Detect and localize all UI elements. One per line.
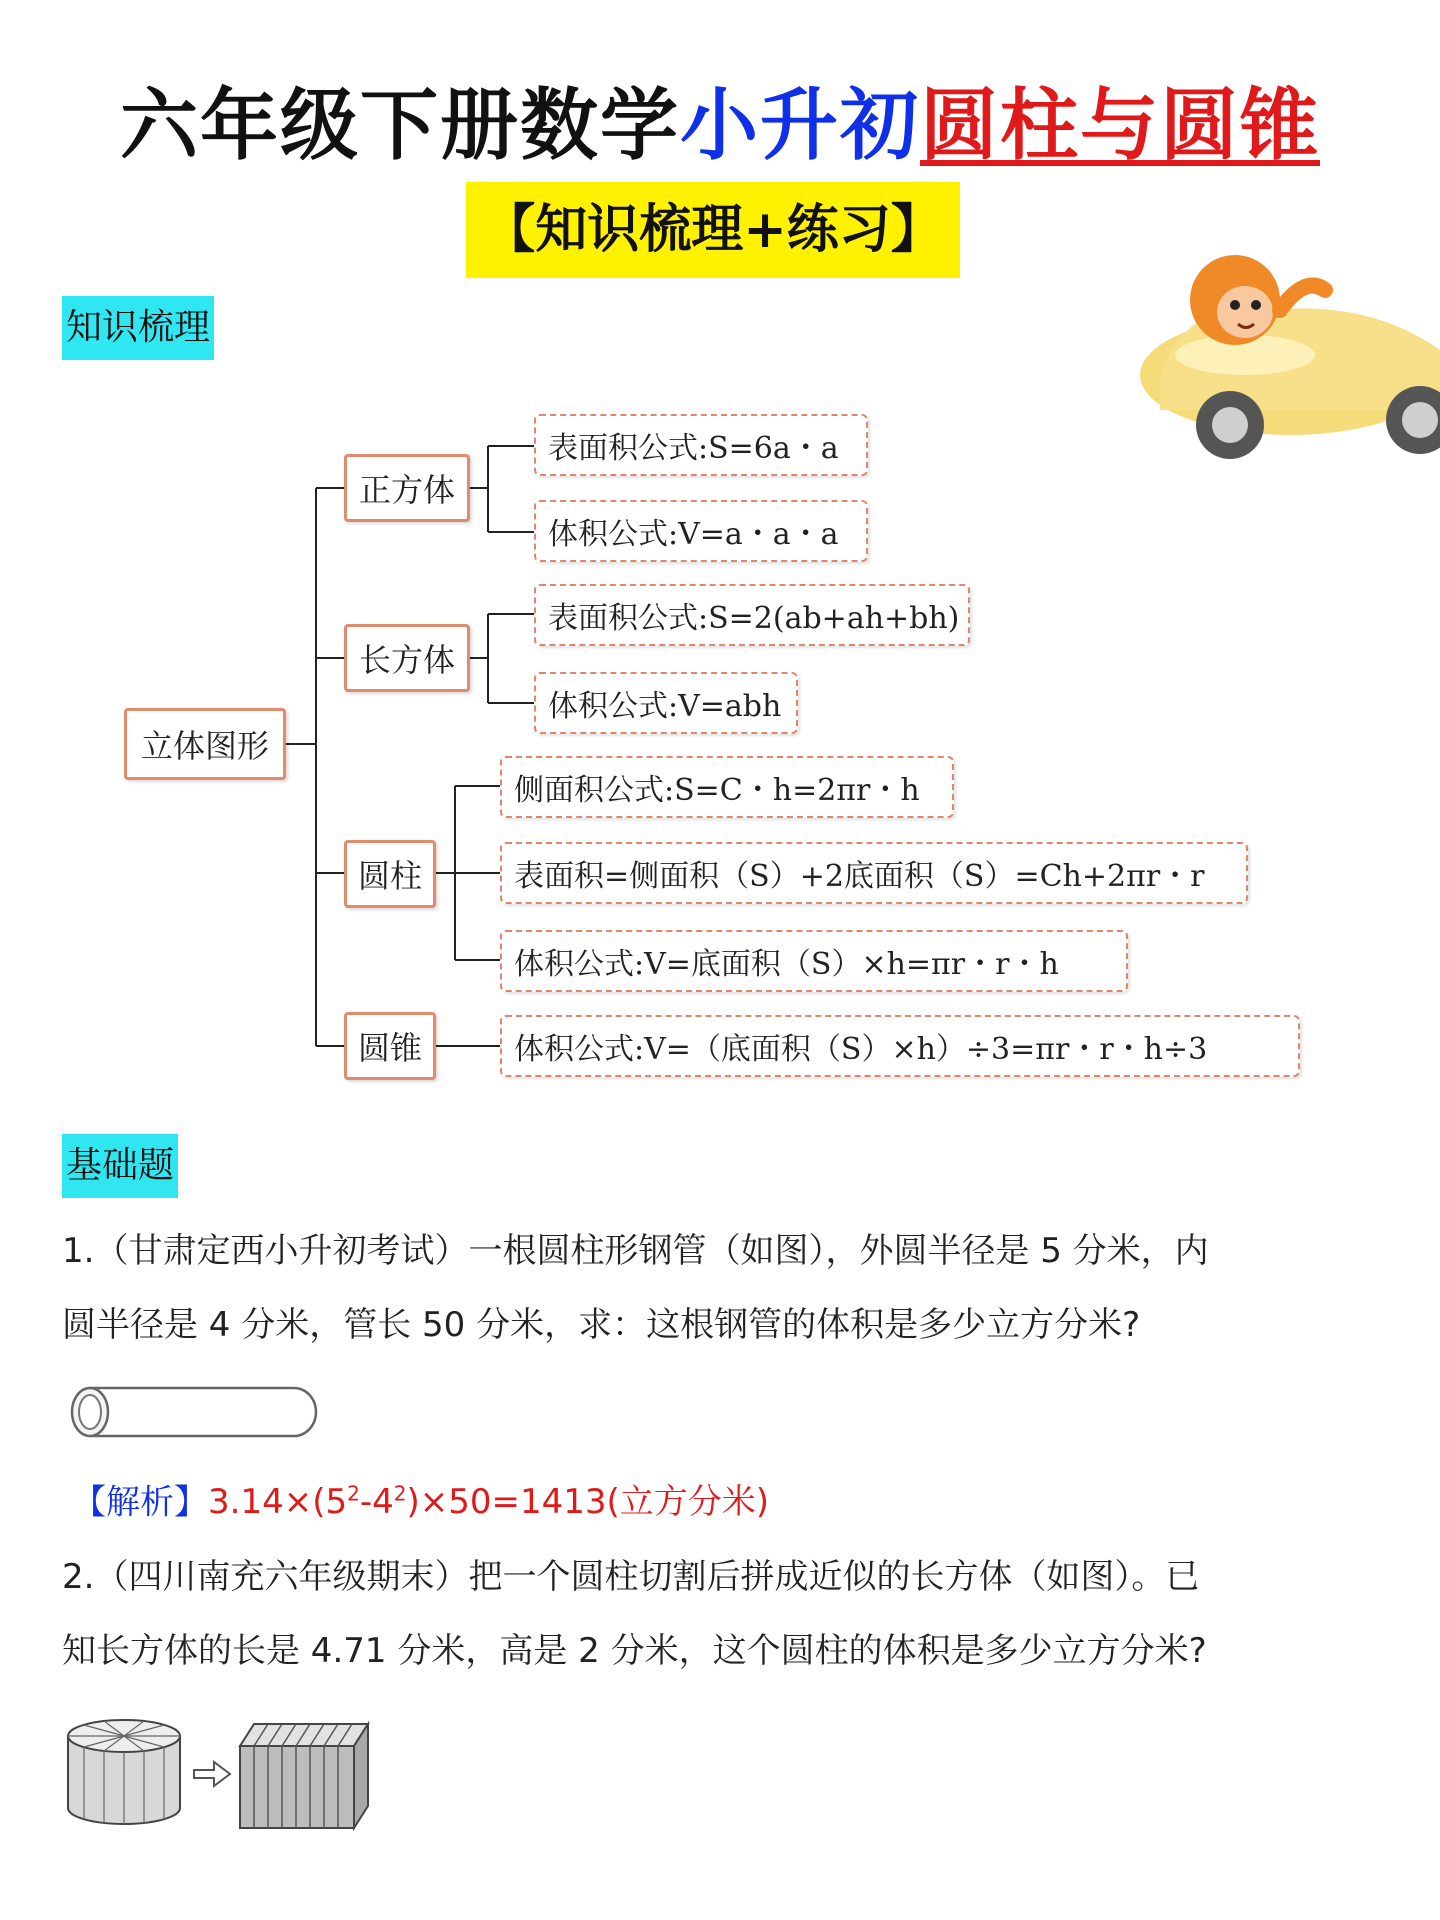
leaf-cuboid-surface: 表面积公式:S=2(ab+ah+bh) <box>534 584 970 646</box>
section-tag-knowledge: 知识梳理 <box>62 296 214 360</box>
answer-analysis <box>72 1468 769 1528</box>
question-2-line2: 知长方体的长是 4.71 分米，高是 2 分米，这个圆柱的体积是多少立方分米? <box>62 1631 1207 1671</box>
title-part1: 六年级下册数学 <box>119 81 680 171</box>
page-subtitle: 【知识梳理+练习】 <box>466 182 960 278</box>
analysis-body: $3.14\times(5^2-4^2)\times 50=1413$(立方分米) <box>208 1482 770 1523</box>
cuboid-figure <box>240 1724 368 1828</box>
title-part2: 小升初 <box>679 81 920 171</box>
node-cone: 圆锥 <box>344 1012 436 1080</box>
arrow-icon <box>194 1762 230 1786</box>
leaf-cube-volume: 体积公式:V=a・a・a <box>534 500 868 562</box>
leaf-cylinder-lateral: 侧面积公式:S=C・h=2πr・h <box>500 756 954 818</box>
question-2 <box>62 1540 1382 1688</box>
title-part3: 圆柱与圆锥 <box>920 81 1321 171</box>
steel-pipe-figure <box>68 1384 318 1440</box>
question-2-line1: 2.（四川南充六年级期末）把一个圆柱切割后拼成近似的长方体（如图）。已 <box>62 1557 1200 1597</box>
section-tag-basic: 基础题 <box>62 1134 178 1198</box>
analysis-tag: 【解析】 <box>72 1482 208 1523</box>
leaf-cylinder-surface: 表面积=侧面积（S）+2底面积（S）=Ch+2πr・r <box>500 842 1248 904</box>
node-cuboid: 长方体 <box>344 624 470 692</box>
question-1-line1: 1.（甘肃定西小升初考试）一根圆柱形钢管（如图），外圆半径是 5 分米，内 <box>62 1231 1209 1271</box>
leaf-cube-surface: 表面积公式:S=6a・a <box>534 414 868 476</box>
leaf-cuboid-volume: 体积公式:V=abh <box>534 672 798 734</box>
node-cylinder: 圆柱 <box>344 840 436 908</box>
cylinder-to-cuboid-figure <box>64 1716 384 1836</box>
cylinder-figure <box>68 1720 180 1824</box>
question-1 <box>62 1214 1382 1362</box>
question-1-line2: 圆半径是 4 分米，管长 50 分米，求：这根钢管的体积是多少立方分米? <box>62 1305 1141 1345</box>
node-cube: 正方体 <box>344 454 470 522</box>
leaf-cylinder-volume: 体积公式:V=底面积（S）×h=πr・r・h <box>500 930 1128 992</box>
mindmap-root-node: 立体图形 <box>124 708 286 780</box>
leaf-cone-volume: 体积公式:V=（底面积（S）×h）÷3=πr・r・h÷3 <box>500 1015 1300 1077</box>
